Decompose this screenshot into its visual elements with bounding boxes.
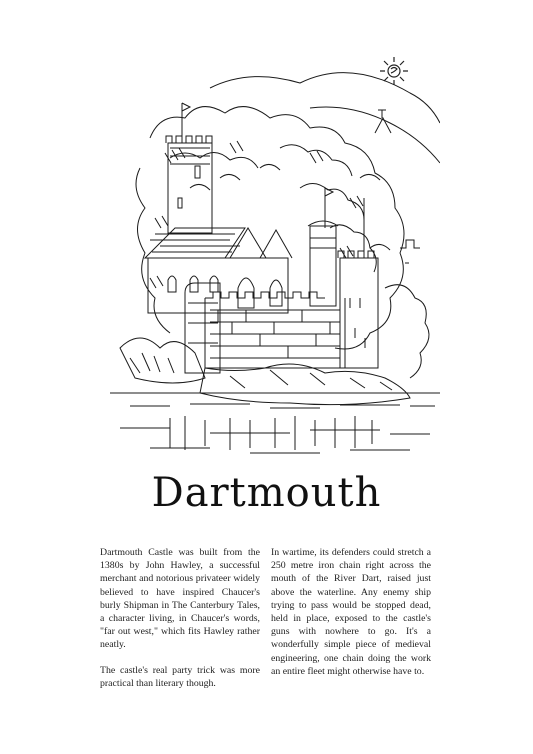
paragraph: The castle's real party trick was more practical than literary though. bbox=[100, 664, 260, 689]
castle-illustration bbox=[110, 48, 440, 468]
paragraph: In wartime, its defenders could stretch a 250 metre iron chain right across the mouth of the River Dart, raised just above the waterline. Any enemy ship trying to pass would be stopped dead, held in place, exposed to the castle's guns with nowhere to go. It's a wonderfully simple piece of medieval engineering, one chain doing the work an entire fleet might otherwise have to. bbox=[271, 547, 431, 677]
paragraph: Dartmouth Castle was built from the 1380s by John Hawley, a successful merchant and notorious privateer widely believed to have inspired Chaucer's burly Shipman in The Canterbury Tales, a character living, in Chaucer's words, "far out west," which fits Hawley rather neatly. bbox=[100, 547, 260, 651]
text-column-right bbox=[271, 546, 431, 690]
text-column-left bbox=[100, 546, 260, 702]
page-title: Dartmouth bbox=[151, 470, 382, 516]
